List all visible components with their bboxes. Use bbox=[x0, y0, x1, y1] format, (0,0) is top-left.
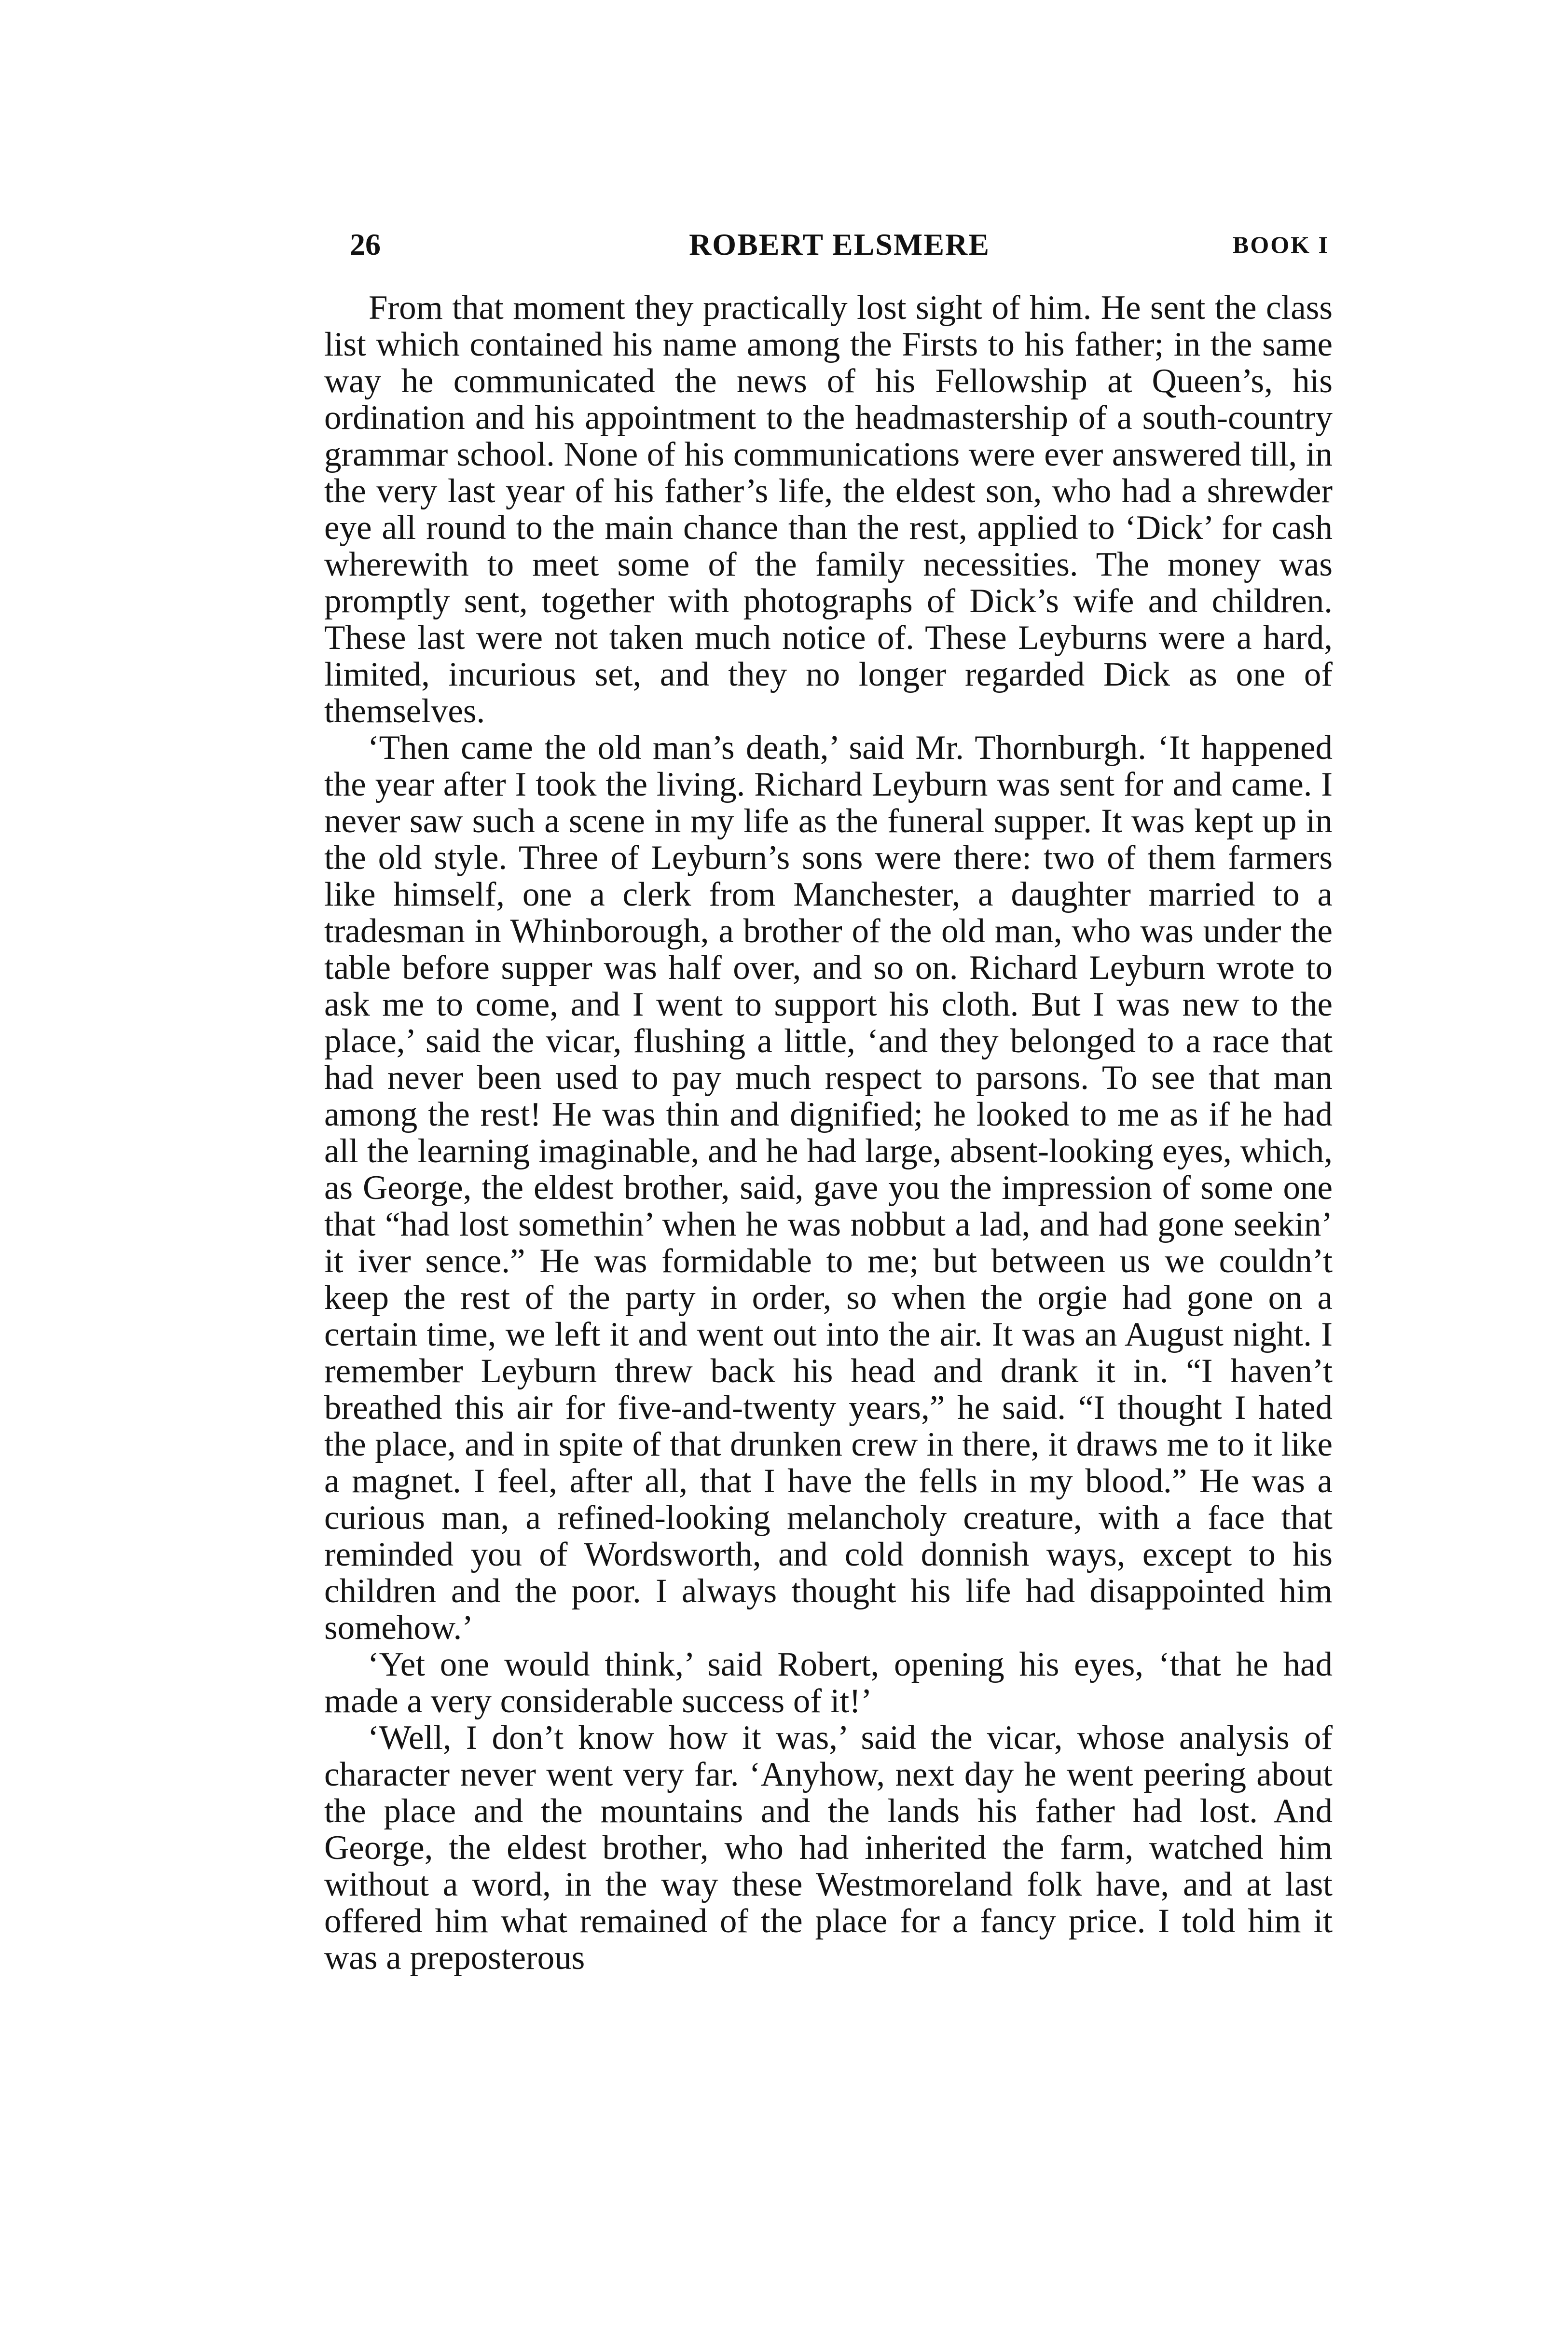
paragraph: ‘Yet one would think,’ said Robert, opening his eyes, ‘that he had made a very considerable success of it!’ bbox=[324, 1646, 1333, 1720]
body-text bbox=[324, 289, 1333, 1976]
paragraph: From that moment they practically lost sight of him. He sent the class list which contained his name among the Firsts to his father; in the same way he communicated the news of his Fellowship at Queen’s, his ordination and his appointment to the headmastership of a south-country grammar school. None of his communications were ever answered till, in the very last year of his father’s life, the eldest son, who had a shrewder eye all round to the main chance than the rest, applied to ‘Dick’ for cash wherewith to meet some of the family necessities. The money was promptly sent, together with photographs of Dick’s wife and children. These last were not taken much notice of. These Leyburns were a hard, limited, incurious set, and they no longer regarded Dick as one of themselves. bbox=[324, 289, 1333, 730]
paragraph: ‘Then came the old man’s death,’ said Mr. Thornburgh. ‘It happened the year after I took the living. Richard Leyburn was sent for and came. I never saw such a scene in my life as the funeral supper. It was kept up in the old style. Three of Leyburn’s sons were there: two of them farmers like himself, one a clerk from Manchester, a daughter married to a tradesman in Whinborough, a brother of the old man, who was under the table before supper was half over, and so on. Richard Leyburn wrote to ask me to come, and I went to support his cloth. But I was new to the place,’ said the vicar, flushing a little, ‘and they belonged to a race that had never been used to pay much respect to parsons. To see that man among the rest! He was thin and dignified; he looked to me as if he had all the learning imaginable, and he had large, absent-looking eyes, which, as George, the eldest brother, said, gave you the impression of some one that “had lost somethin’ when he was nobbut a lad, and had gone seekin’ it iver sence.” He was formidable to me; but between us we couldn’t keep the rest of the party in order, so when the orgie had gone on a certain time, we left it and went out into the air. It was an August night. I remember Leyburn threw back his head and drank it in. “I haven’t breathed this air for five-and-twenty years,” he said. “I thought I hated the place, and in spite of that drunken crew in there, it draws me to it like a magnet. I feel, after all, that I have the fells in my blood.” He was a curious man, a refined-looking melancholy creature, with a face that reminded you of Wordsworth, and cold donnish ways, except to his children and the poor. I always thought his life had disappointed him somehow.’ bbox=[324, 729, 1333, 1647]
running-title: ROBERT ELSMERE bbox=[689, 227, 990, 261]
book-label: BOOK I bbox=[1233, 231, 1329, 258]
page-number: 26 bbox=[350, 227, 381, 261]
page-header bbox=[350, 227, 1329, 270]
paragraph: ‘Well, I don’t know how it was,’ said the vicar, whose analysis of character never went very far. ‘Anyhow, next day he went peering about the place and the mountains and the lands his father had lost. And George, the eldest brother, who had inherited the farm, watched him without a word, in the way these Westmoreland folk have, and at last offered him what remained of the place for a fancy price. I told him it was a preposterous bbox=[324, 1719, 1333, 1977]
